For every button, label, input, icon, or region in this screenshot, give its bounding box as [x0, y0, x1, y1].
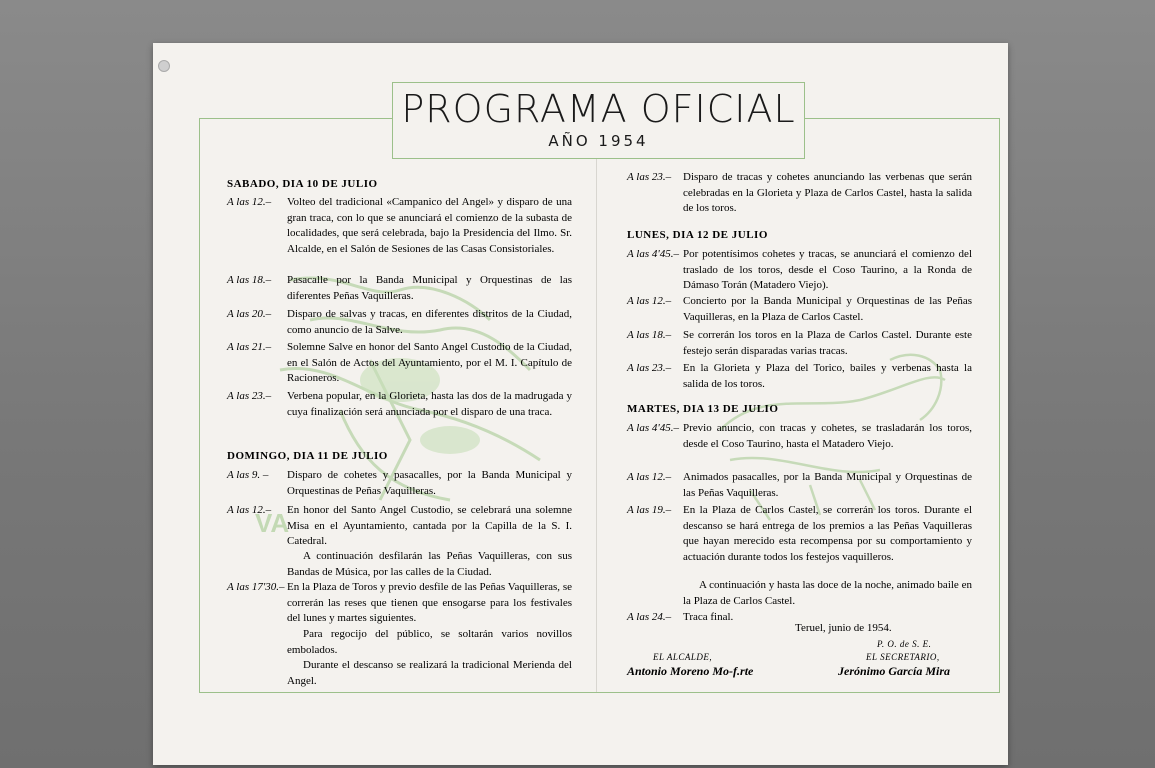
svg-text:VA: VA [255, 508, 290, 538]
punch-hole [158, 60, 170, 72]
alcalde-signature: Antonio Moreno Mo-f.rte [627, 664, 754, 678]
entry-text: Se correrán los toros en la Plaza de Carlos Castel. Durante este festejo serán disparadas varias tracas. [683, 329, 972, 357]
entry-text: Disparo de salvas y tracas, en diferentes distritos de la Ciudad, como anuncio de la Salve. [287, 308, 572, 336]
entry-time: A las 18.– [227, 274, 272, 286]
entry-text: Pasacalle por la Banda Municipal y Orquestinas de las diferentes Peñas Vaquilleras. [287, 274, 572, 302]
entry-time: A las 17'30.– [227, 581, 285, 593]
entry-paragraph: A continuación y hasta las doce de la noche, animado baile en la Plaza de Carlos Castel. [683, 579, 972, 607]
entry-text: Animados pasacalles, por la Banda Municipal y Orquestinas de las Peñas Vaquilleras. [683, 471, 972, 499]
place-date: Teruel, junio de 1954. [795, 622, 892, 634]
entry-text: Traca final. [683, 611, 734, 623]
entry-time: A las 12.– [227, 504, 272, 516]
day-heading: DOMINGO, DIA 11 DE JULIO [227, 450, 388, 462]
entry-text: En la Plaza de Carlos Castel, se correrán los toros. Durante el descanso se hará entrega de los premios a las Peñas Vaquilleras que hayan merecido esta recompensa por su comportamiento y actuación durante todos los festejos vaquilleros. [683, 504, 972, 563]
entry-text: En la Plaza de Toros y previo desfile de las Peñas Vaquilleras, se correrán las reses que tienen que ensogarse para los festivales del lunes y martes siguientes. [287, 581, 572, 625]
po-label: P. O. de S. E. [877, 639, 932, 649]
entry-paragraph: A continuación desfilarán las Peñas Vaquilleras, con sus Bandas de Música, por las calles de la Ciudad. [287, 550, 572, 578]
secretario-signature: Jerónimo García Mira [838, 664, 951, 678]
center-fold [596, 118, 597, 692]
entry-text: En honor del Santo Angel Custodio, se celebrará una solemne Misa en el Ayuntamiento, cantada por la Capilla de la S. I. Catedral. [287, 504, 572, 548]
day-heading: LUNES, DIA 12 DE JULIO [627, 229, 768, 241]
entry-time: A las 4'45.– [627, 248, 679, 260]
entry-time: A las 18.– [627, 329, 672, 341]
entry-time: A las 23.– [227, 390, 272, 402]
title-box [392, 82, 805, 159]
entry-time: A las 21.– [227, 341, 272, 353]
page-subtitle: AÑO 1954 [548, 132, 649, 150]
entry-text: Solemne Salve en honor del Santo Angel Custodio de la Ciudad, en el Salón de Actos del Ayuntamiento, por el M. I. Capítulo de Racioneros. [287, 341, 572, 385]
page-title: PROGRAMA OFICIAL [401, 87, 796, 131]
entry-time: A las 23.– [627, 171, 672, 183]
entry-text: Disparo de tracas y cohetes anunciando las verbenas que serán celebradas en la Glorieta y Plaza de Carlos Castel, hasta la salida de los toros. [683, 171, 972, 215]
entry-text: Previo anuncio, con tracas y cohetes, se trasladarán los toros, desde el Coso Taurino, hasta el Matadero Viejo. [683, 422, 972, 450]
entry-time: A las 23.– [627, 362, 672, 374]
entry-time: A las 19.– [627, 504, 672, 516]
entry-paragraph: Durante el descanso se realizará la tradicional Merienda del Angel. [287, 659, 572, 687]
secretario-label: EL SECRETARIO, [866, 652, 940, 662]
entry-time: A las 12.– [627, 471, 672, 483]
entry-time: A las 20.– [227, 308, 272, 320]
alcalde-label: EL ALCALDE, [653, 652, 713, 662]
entry-time: A las 4'45.– [627, 422, 679, 434]
entry-paragraph: Para regocijo del público, se soltarán varios novillos embolados. [287, 628, 572, 656]
entry-text: Concierto por la Banda Municipal y Orquestinas de las Peñas Vaquilleras, en la Plaza de Carlos Castel. [683, 295, 972, 323]
entry-time: A las 12.– [227, 196, 272, 208]
entry-text: Por potentísimos cohetes y tracas, se anunciará el comienzo del traslado de los toros, desde el Coso Taurino, a la Ronda de Dámaso Torán (Matadero Viejo). [683, 248, 972, 292]
entry-text: Volteo del tradicional «Campanico del Angel» y disparo de una gran traca, con lo que se anunciará el comienzo de la subasta de localidades, que será celebrada, bajo la Presidencia del Ilmo. Sr. Alcalde, en el Salón de Sesiones de las Casas Consistoriales. [287, 196, 572, 255]
day-heading: SABADO, DIA 10 DE JULIO [227, 178, 378, 190]
entry-text: Disparo de cohetes y pasacalles, por la Banda Municipal y Orquestinas de Peñas Vaquilleras. [287, 469, 572, 497]
entry-time: A las 9. – [227, 469, 269, 481]
entry-text: Verbena popular, en la Glorieta, hasta las dos de la madrugada y cuya finalización será anunciada por el disparo de una traca. [287, 390, 572, 418]
entry-text: En la Glorieta y Plaza del Torico, bailes y verbenas hasta la salida de los toros. [683, 362, 972, 390]
entry-time: A las 12.– [627, 295, 672, 307]
entry-time: A las 24.– [627, 611, 672, 623]
day-heading: MARTES, DIA 13 DE JULIO [627, 403, 779, 415]
